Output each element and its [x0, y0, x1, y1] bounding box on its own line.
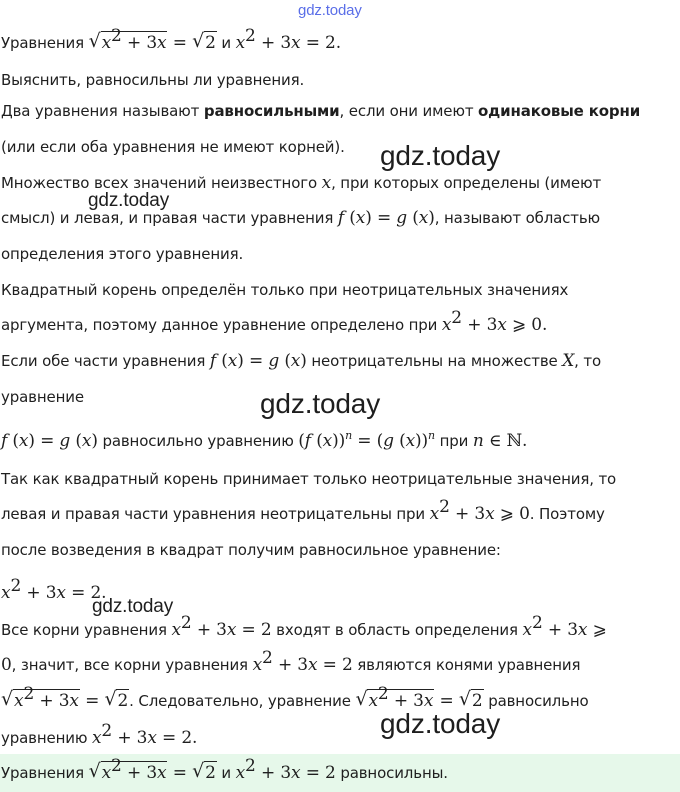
text-line: Квадратный корень определён только при неотрицательных значениях [1, 281, 569, 299]
text: равносильно уравнению [102, 432, 294, 450]
text: Уравнения [1, 764, 84, 782]
math-formula: n ∈ ℕ. [472, 431, 528, 451]
math-formula: $x^2 + 3x$ ⩾ [522, 613, 607, 640]
text: , если они имеют [339, 102, 474, 120]
text: равносильно [488, 692, 589, 710]
text: и [221, 764, 231, 782]
text-line [1, 172, 601, 194]
text: уравнению [1, 729, 88, 747]
watermark: gdz.today [380, 708, 501, 739]
text-line [1, 721, 198, 749]
text: , при которых определены (имеют [331, 174, 602, 192]
watermark-top: gdz.today [298, 2, 362, 19]
text: равносильны. [340, 764, 448, 782]
math-formula: f (x) = g (x) [1, 431, 98, 451]
text: при [439, 432, 469, 450]
text-line [1, 100, 640, 122]
watermark: gdz.today [88, 190, 170, 211]
text: Два уравнения называют [1, 102, 200, 120]
text: Если обе части уравнения [1, 352, 206, 370]
math-formula: f (x) = g (x) [337, 208, 435, 228]
bold-term: одинаковые корни [478, 102, 641, 120]
text-line [1, 430, 527, 452]
text: левая и правая части уравнения неотрицательны при [1, 505, 426, 523]
text-line [1, 497, 605, 525]
text: являются конями уравнения [357, 656, 581, 674]
math-formula: $x^2 + 3x = 2$. [1, 576, 107, 603]
bold-term: равносильными [203, 102, 340, 120]
math-formula: √ $x^2 + 3x$ = √ 2 [89, 763, 217, 783]
text: аргумента, поэтому данное уравнение определено при [1, 316, 438, 334]
math-formula: √ $x^2 + 3x$ = √ 2 [89, 33, 217, 53]
watermark: gdz.today [92, 596, 174, 617]
watermark: gdz.today [380, 140, 501, 171]
text-line [1, 350, 601, 372]
text: , называют областью [434, 209, 601, 227]
math-formula: $x^2 + 3x = 2$. [235, 26, 341, 53]
text-line: Так как квадратный корень принимает только неотрицательные значения, то [1, 470, 617, 488]
text-line [1, 576, 107, 604]
text: и [221, 34, 231, 52]
text-line: Выяснить, равносильны ли уравнения. [1, 71, 305, 89]
text: Все корни уравнения [1, 621, 167, 639]
math-formula: $x^2 + 3x$ ⩾ 0. [441, 308, 548, 335]
math-formula: $x^2 + 3x = 2$ [235, 756, 336, 783]
math-formula: f (x) = g (x) [209, 351, 307, 371]
math-formula: 0 [1, 655, 12, 675]
text-line [1, 26, 341, 54]
text: входят в область определения [276, 621, 518, 639]
text-line: определения этого уравнения. [1, 245, 244, 263]
math-formula: $x^2 + 3x = 2$ [171, 613, 272, 640]
text: , значит, все корни уравнения [11, 656, 248, 674]
math-formula: x [321, 173, 332, 193]
text-line: уравнение [1, 388, 84, 406]
text-line: (или если оба уравнения не имеют корней). [1, 138, 345, 156]
text: , то [574, 352, 602, 370]
math-formula: √ $x^2 + 3x$ = √ 2 [355, 691, 483, 711]
text: Уравнения [1, 34, 84, 52]
math-formula: $x^2 + 3x = 2$ [252, 648, 353, 675]
text: смысл) и левая, и правая части уравнения [1, 209, 334, 227]
math-formula: √ $x^2 + 3x$ = √ 2 [1, 691, 129, 711]
text: . Следовательно, уравнение [129, 692, 351, 710]
text-line [1, 308, 548, 336]
conclusion-line [1, 756, 448, 784]
text-line [1, 684, 589, 712]
math-formula: $x^2 + 3x$ ⩾ 0 [429, 497, 530, 524]
math-formula: X [562, 351, 575, 371]
text: . Поэтому [529, 505, 605, 523]
math-formula: $x^2 + 3x = 2$. [91, 721, 198, 748]
text-line [1, 648, 581, 676]
text: Множество всех значений неизвестного [1, 174, 317, 192]
text-line [1, 613, 607, 641]
text-line: после возведения в квадрат получим равносильное уравнение: [1, 541, 501, 559]
text-line [1, 207, 600, 229]
text: неотрицательны на множестве [311, 352, 558, 370]
watermark: gdz.today [260, 388, 381, 419]
math-formula: (f (x))$^n$ = (g (x))$^n$ [298, 429, 435, 451]
